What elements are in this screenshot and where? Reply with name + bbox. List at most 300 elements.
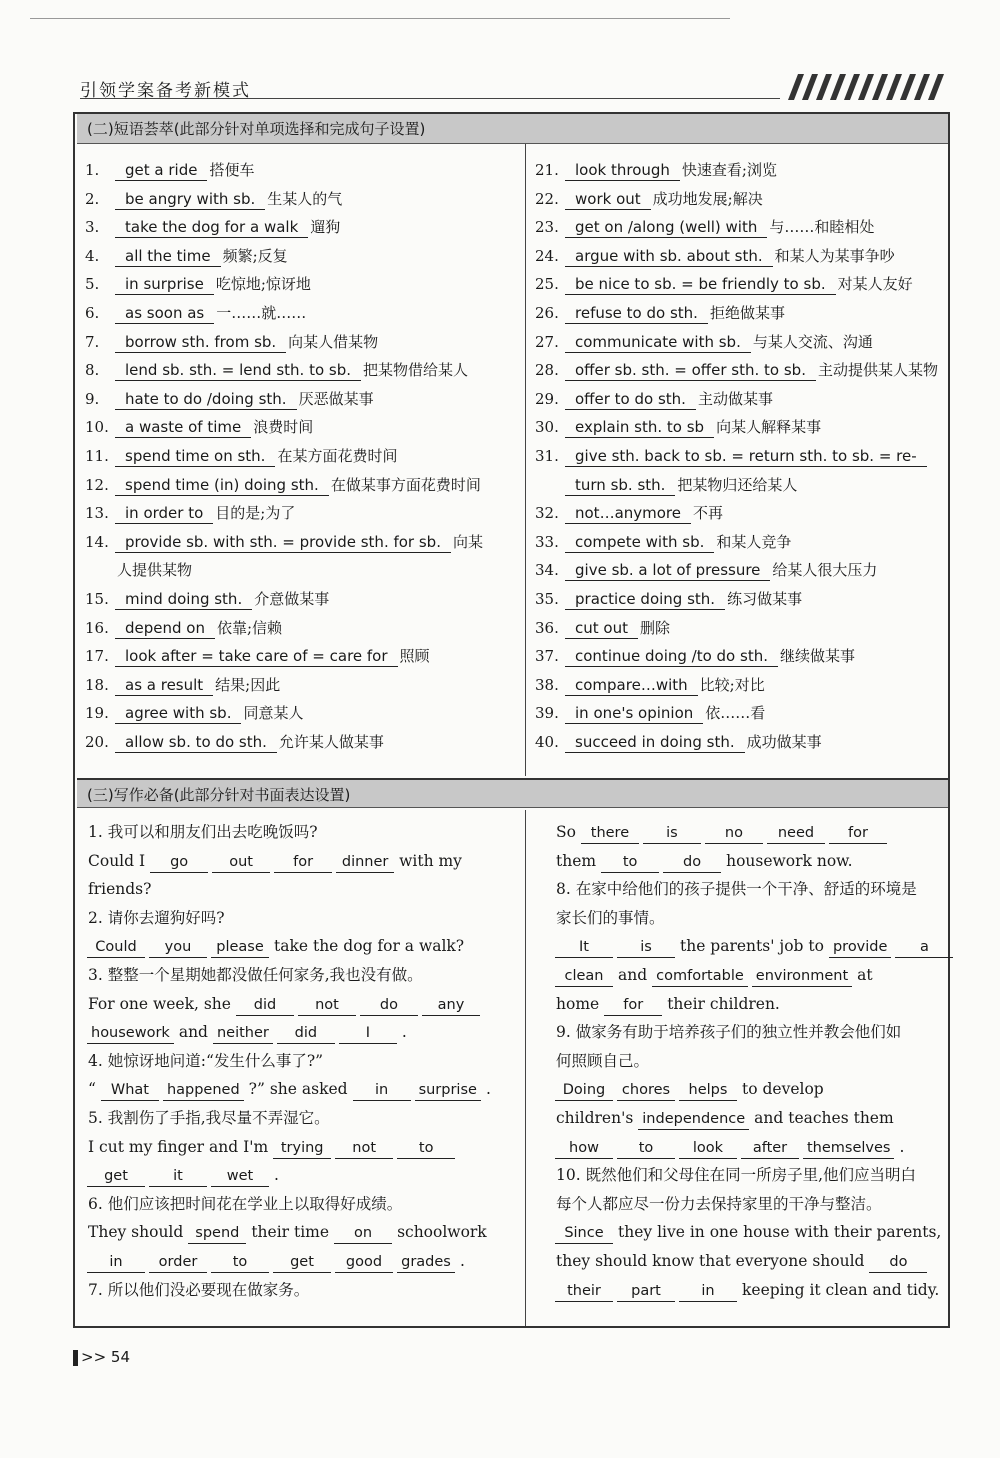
writing-line (85, 1133, 457, 1162)
writing-line (553, 1161, 919, 1190)
answer-blank: did (236, 995, 294, 1016)
answer-blank: Doing (555, 1080, 613, 1101)
sentence-text: housework now. (726, 851, 853, 870)
phrase-row (535, 413, 821, 441)
phrase-answer: argue with sb. about sth. (565, 246, 773, 267)
phrase-meaning: 频繁;反复 (222, 246, 288, 265)
sentence-text: friends? (88, 880, 152, 899)
phrase-row (85, 156, 254, 184)
phrase-number: 3. (85, 218, 100, 237)
phrase-row (535, 671, 765, 699)
page-footer (73, 1348, 130, 1366)
phrase-number: 25. (535, 275, 559, 294)
phrase-answer: explain sth. to sb (565, 417, 714, 438)
phrase-row (535, 185, 763, 213)
phrase-meaning: 依靠;信赖 (216, 618, 283, 637)
phrase-meaning: 和某人为某事争吵 (774, 246, 895, 265)
answer-blank: to (617, 1138, 675, 1159)
phrase-row (85, 728, 384, 756)
phrase-number: 6. (85, 304, 100, 322)
sentence-text: children's (556, 1109, 634, 1127)
phrase-row (535, 556, 877, 584)
phrase-answer: mind doing sth. (115, 589, 252, 610)
phrase-answer: cut out (565, 618, 638, 639)
phrase-row (85, 185, 342, 213)
writing-line (85, 1161, 282, 1190)
phrase-meaning: 允许某人做某事 (278, 733, 384, 751)
phrase-meaning: 给某人很大压力 (772, 561, 878, 580)
phrase-meaning: 和某人竞争 (716, 532, 792, 551)
phrase-answer: agree with sb. (115, 703, 241, 724)
phrase-meaning: 介意做某事 (254, 590, 330, 608)
answer-blank: Since (555, 1223, 613, 1244)
answer-blank: It (555, 937, 613, 958)
phrase-number: 23. (535, 218, 559, 237)
sentence-text: . (401, 1023, 407, 1042)
answer-blank: Could (87, 937, 145, 958)
sentence-text: . (274, 1166, 279, 1185)
sentence-text: to develop (742, 1080, 824, 1099)
sentence-text: So (556, 823, 576, 841)
phrase-meaning: 删除 (639, 618, 670, 637)
phrase-answer: as soon as (115, 303, 214, 324)
sentence-text: and (178, 1023, 208, 1042)
answer-blank: part (617, 1281, 675, 1302)
answer-blank: in (87, 1252, 145, 1273)
phrase-answer: offer to do sth. (565, 389, 696, 410)
sentence-text: “ (88, 1080, 96, 1099)
phrase-meaning: 与某人交流、沟通 (752, 332, 873, 351)
sentence-text: and teaches them (754, 1109, 894, 1127)
phrase-row (85, 614, 282, 642)
writing-line (553, 818, 889, 847)
phrase-row (535, 614, 670, 642)
answer-blank: housework (87, 1023, 174, 1044)
phrase-answer: work out (565, 189, 651, 210)
writing-line (85, 1190, 405, 1219)
answer-blank: did (277, 1023, 335, 1044)
phrase-meaning: 成功做某事 (746, 733, 822, 751)
writing-line (553, 1047, 652, 1076)
sentence-text: 5. 我割伤了手指,我尽量不弄湿它。 (88, 1109, 330, 1127)
phrase-number: 34. (535, 561, 559, 580)
phrase-meaning: 依……看 (705, 704, 766, 723)
phrase-number: 2. (85, 189, 100, 208)
answer-blank: get (87, 1166, 145, 1187)
answer-blank: a (895, 937, 953, 958)
phrase-row (85, 528, 483, 556)
phrase-row (85, 242, 288, 270)
answer-blank: do (663, 852, 721, 873)
phrase-meaning: 同意某人 (243, 704, 304, 723)
answer-blank: you (149, 937, 207, 958)
writing-line (553, 1104, 897, 1133)
phrase-meaning: 把某物借给某人 (363, 361, 469, 380)
answer-blank: trying (273, 1138, 331, 1159)
sentence-text: 8. 在家中给他们的孩子提供一个干净、舒适的环境是 (556, 880, 917, 899)
phrase-row (85, 499, 295, 527)
phrase-row (85, 671, 280, 699)
sentence-text: ?” she asked (248, 1080, 348, 1099)
phrase-meaning: 生某人的气 (267, 189, 343, 208)
writing-line (553, 1075, 827, 1104)
phrase-answer: spend time (in) doing sth. (115, 475, 329, 496)
phrase-answer: be angry with sb. (115, 189, 265, 210)
phrase-row (535, 442, 927, 470)
phrase-row (535, 242, 895, 270)
answer-blank: to (397, 1138, 455, 1159)
phrase-row (535, 642, 855, 670)
answer-blank: there (581, 823, 639, 844)
section3-title: (三)写作必备(此部分针对书面表达设置) (77, 778, 948, 808)
phrase-number: 39. (535, 704, 559, 723)
phrase-answer: take the dog for a walk (115, 217, 308, 238)
phrase-row (85, 270, 311, 298)
phrase-meaning: 在做某事方面花费时间 (330, 475, 481, 494)
phrase-number: 33. (535, 532, 559, 551)
phrase-answer: depend on (115, 618, 215, 639)
phrase-meaning: 练习做某事 (727, 590, 803, 608)
sentence-text: with my (399, 851, 462, 870)
sentence-text: 家长们的事情。 (556, 908, 665, 927)
phrase-number: 13. (85, 504, 109, 523)
answer-blank: not (335, 1138, 393, 1159)
phrase-answer: spend time on sth. (115, 446, 275, 467)
writing-line (85, 1247, 468, 1276)
phrase-row (535, 728, 822, 756)
phrase-meaning: 主动提供某人某物 (817, 361, 938, 380)
sentence-text: I cut my finger and I'm (88, 1137, 269, 1156)
phrase-answer: look after = take care of = care for (115, 646, 398, 667)
phrase-meaning: 一……就…… (216, 304, 307, 322)
writing-line (85, 1075, 494, 1104)
sentence-text: 每个人都应尽一份力去保持家里的干净与整洁。 (556, 1194, 882, 1213)
phrase-answer: hate to do /doing sth. (115, 389, 297, 410)
writing-line (85, 818, 321, 847)
phrase-number: 30. (535, 418, 559, 437)
phrase-answer: succeed in doing sth. (565, 732, 745, 753)
answer-blank: no (705, 823, 763, 844)
writing-line (85, 961, 426, 990)
answer-blank: do (869, 1252, 927, 1273)
answer-blank: any (422, 995, 480, 1016)
answer-blank: out (212, 852, 270, 873)
phrase-answer: get on /along (well) with (565, 217, 767, 238)
phrase-meaning: 浪费时间 (253, 418, 314, 437)
section2-divider (525, 144, 526, 776)
section3-divider (525, 810, 526, 1326)
phrase-row (85, 413, 313, 441)
answer-blank: for (829, 823, 887, 844)
phrase-answer: lend sb. sth. = lend sth. to sb. (115, 360, 361, 381)
phrase-answer: borrow sth. from sb. (115, 332, 286, 353)
sentence-text: 何照顾自己。 (556, 1051, 650, 1070)
phrase-meaning: 照顾 (399, 647, 430, 666)
phrase-answer: communicate with sb. (565, 332, 751, 353)
answer-blank: environment (752, 966, 852, 987)
writing-line (85, 875, 154, 904)
phrase-meaning: 吃惊地;惊讶地 (215, 275, 311, 294)
sentence-text: their time (251, 1223, 330, 1242)
answer-blank: how (555, 1138, 613, 1159)
phrase-number: 20. (85, 733, 109, 751)
phrase-row (85, 556, 192, 584)
phrase-meaning: 厌恶做某事 (298, 389, 374, 408)
phrase-row (85, 699, 304, 727)
phrase-answer: as a result (115, 675, 213, 696)
answer-blank: after (741, 1138, 799, 1159)
phrase-number: 32. (535, 504, 559, 523)
writing-line (85, 1104, 333, 1133)
phrase-number: 12. (85, 475, 109, 494)
phrase-meaning: 拒绝做某事 (709, 304, 785, 322)
sentence-text: and (618, 966, 648, 984)
sentence-text: 6. 他们应该把时间花在学业上以取得好成绩。 (88, 1194, 403, 1213)
sentence-text: them (556, 851, 597, 870)
sentence-text: 4. 她惊讶地问道:“发生什么事了?” (88, 1051, 324, 1070)
writing-line (553, 1018, 904, 1047)
phrase-answer: provide sb. with sth. = provide sth. for sb. (115, 532, 451, 553)
phrase-meaning: 快速查看;浏览 (681, 161, 777, 179)
phrase-row (535, 156, 777, 184)
phrase-row (85, 442, 397, 470)
writing-line (553, 932, 955, 961)
phrase-row (85, 585, 329, 613)
sentence-text: take the dog for a walk? (274, 937, 465, 956)
answer-blank: do (360, 995, 418, 1016)
phrase-row (535, 213, 874, 241)
answer-blank: wet (211, 1166, 269, 1187)
answer-blank: grades (397, 1252, 455, 1273)
phrase-number: 37. (535, 647, 559, 666)
phrase-row (535, 356, 938, 384)
phrase-row (535, 299, 785, 327)
phrase-number: 5. (85, 275, 100, 294)
phrase-number: 35. (535, 590, 559, 608)
writing-line (553, 1247, 929, 1276)
phrase-number: 11. (85, 447, 109, 465)
phrase-answer: get a ride (115, 160, 207, 181)
answer-blank: comfortable (652, 966, 748, 987)
phrase-row (85, 642, 430, 670)
phrase-number: 14. (85, 532, 109, 551)
phrase-row (535, 699, 765, 727)
phrase-meaning: 对某人友好 (837, 275, 913, 294)
sentence-text: . (460, 1252, 465, 1270)
answer-blank: need (767, 823, 825, 844)
phrase-number: 18. (85, 675, 109, 694)
section2-title: (二)短语荟萃(此部分针对单项选择和完成句子设置) (77, 114, 948, 144)
phrase-meaning: 遛狗 (310, 218, 341, 237)
writing-line (85, 847, 465, 876)
phrase-row (85, 471, 481, 499)
writing-line (553, 1190, 885, 1219)
phrase-row (85, 385, 374, 413)
phrase-meaning: 主动做某事 (697, 389, 773, 408)
phrase-meaning: 结果;因此 (215, 675, 281, 694)
phrase-row (535, 499, 723, 527)
phrase-number: 28. (535, 361, 559, 380)
phrase-answer: practice doing sth. (565, 589, 725, 610)
phrase-number: 22. (535, 189, 559, 208)
phrase-row (535, 471, 797, 499)
phrase-meaning: 成功地发展;解决 (652, 189, 763, 208)
answer-blank: themselves (803, 1138, 894, 1159)
page-number: >> 54 (81, 1348, 130, 1366)
sentence-text: keeping it clean and tidy. (742, 1280, 940, 1299)
answer-blank: independence (638, 1109, 749, 1130)
sentence-text: 1. 我可以和朋友们出去吃晚饭吗? (88, 823, 318, 841)
answer-blank: go (150, 852, 208, 873)
writing-line (85, 1218, 490, 1247)
phrase-answer: a waste of time (115, 417, 251, 438)
phrase-number: 21. (535, 161, 559, 179)
writing-line (85, 932, 467, 961)
phrase-meaning: 人提供某物 (117, 561, 193, 580)
phrase-meaning: 在某方面花费时间 (277, 447, 398, 465)
phrase-meaning: 继续做某事 (779, 647, 855, 666)
sentence-text: They should (88, 1223, 184, 1242)
answer-blank: surprise (415, 1080, 481, 1101)
phrase-answer: look through (565, 160, 680, 181)
phrase-number: 8. (85, 361, 100, 380)
writing-line (553, 1276, 942, 1305)
phrase-number: 29. (535, 389, 559, 408)
answer-blank: good (335, 1252, 393, 1273)
phrase-answer: allow sb. to do sth. (115, 732, 277, 753)
phrase-row (535, 528, 791, 556)
phrase-meaning: 把某物归还给某人 (677, 475, 798, 494)
answer-blank: to (601, 852, 659, 873)
content-table (73, 112, 950, 1328)
answer-blank: in (353, 1080, 411, 1101)
sentence-text: Could I (88, 851, 146, 870)
sentence-text: their children. (667, 994, 780, 1013)
answer-blank: it (149, 1166, 207, 1187)
footer-mark (73, 1350, 78, 1366)
answer-blank: spend (188, 1223, 246, 1244)
phrase-number: 19. (85, 704, 109, 723)
phrase-meaning: 比较;对比 (699, 675, 765, 694)
top-rule (30, 18, 730, 19)
sentence-text: . (485, 1080, 491, 1099)
phrase-number: 9. (85, 389, 100, 408)
phrase-number: 15. (85, 590, 109, 608)
phrase-number: 27. (535, 332, 559, 351)
answer-blank: in (679, 1281, 737, 1302)
writing-line (553, 990, 783, 1019)
sentence-text: schoolwork (397, 1223, 487, 1242)
phrase-row (85, 328, 378, 356)
phrase-row (85, 299, 306, 327)
phrase-number: 7. (85, 332, 100, 351)
phrase-meaning: 搭便车 (209, 161, 255, 179)
phrase-number: 40. (535, 733, 559, 751)
sentence-text: 3. 整整一个星期她都没做任何家务,我也没有做。 (88, 966, 423, 984)
phrase-answer: in order to (115, 503, 213, 524)
phrase-answer: offer sb. sth. = offer sth. to sb. (565, 360, 816, 381)
phrase-answer: in one's opinion (565, 703, 703, 724)
answer-blank: is (617, 937, 675, 958)
answer-blank: not (298, 995, 356, 1016)
phrase-row (85, 356, 468, 384)
sentence-text: For one week, she (88, 994, 231, 1013)
writing-line (85, 1047, 326, 1076)
sentence-text: 9. 做家务有助于培养孩子们的独立性并教会他们如 (556, 1023, 902, 1042)
phrase-answer: in surprise (115, 274, 214, 295)
phrase-answer: refuse to do sth. (565, 303, 708, 324)
answer-blank: chores (617, 1080, 675, 1101)
phrase-answer: compete with sb. (565, 532, 714, 553)
writing-line (85, 990, 482, 1019)
writing-line (85, 1018, 410, 1047)
writing-line (553, 875, 920, 904)
phrase-meaning: 不再 (693, 504, 724, 523)
sentence-text: . (899, 1137, 905, 1156)
phrase-row (85, 213, 340, 241)
phrase-answer: turn sb. sth. (565, 475, 675, 496)
header-title: 引领学案备考新模式 (80, 81, 251, 101)
answer-blank: happened (163, 1080, 244, 1101)
phrase-number: 31. (535, 447, 559, 465)
sentence-text: home (556, 994, 600, 1013)
sentence-text: 10. 既然他们和父母住在同一所房子里,他们应当明白 (556, 1166, 917, 1185)
header-stripes-decoration (788, 74, 950, 100)
sentence-text: 2. 请你去遛狗好吗? (88, 908, 225, 927)
phrase-number: 16. (85, 618, 109, 637)
phrase-number: 38. (535, 675, 559, 694)
answer-blank: What (101, 1080, 159, 1101)
phrase-answer: all the time (115, 246, 221, 267)
phrase-answer: compare…with (565, 675, 698, 696)
phrase-meaning: 向某人解释某事 (716, 418, 822, 437)
phrase-meaning: 与……和睦相处 (769, 218, 875, 237)
answer-blank: I (339, 1023, 397, 1044)
phrase-number: 17. (85, 647, 109, 666)
writing-line (553, 847, 856, 876)
phrase-answer: continue doing /to do sth. (565, 646, 778, 667)
writing-line (553, 1218, 944, 1247)
phrase-answer: give sth. back to sb. = return sth. to sb. = re- (565, 446, 927, 467)
phrase-answer: be nice to sb. = be friendly to sb. (565, 274, 836, 295)
writing-line (85, 904, 228, 933)
answer-blank: get (273, 1252, 331, 1273)
answer-blank: their (555, 1281, 613, 1302)
phrase-number: 10. (85, 418, 109, 437)
writing-line (553, 1133, 907, 1162)
phrase-row (535, 585, 802, 613)
answer-blank: dinner (336, 852, 394, 873)
answer-blank: order (149, 1252, 207, 1273)
sentence-text: they live in one house with their parents, (618, 1223, 942, 1242)
answer-blank: look (679, 1138, 737, 1159)
header-rule (80, 98, 780, 99)
answer-blank: for (604, 995, 662, 1016)
answer-blank: to (211, 1252, 269, 1273)
phrase-number: 4. (85, 246, 100, 265)
phrase-number: 24. (535, 246, 559, 265)
phrase-row (535, 385, 773, 413)
phrase-number: 26. (535, 304, 559, 322)
answer-blank: for (274, 852, 332, 873)
phrase-answer: give sb. a lot of pressure (565, 560, 770, 581)
answer-blank: neither (213, 1023, 273, 1044)
writing-line (553, 904, 668, 933)
sentence-text: 7. 所以他们没必要现在做家务。 (88, 1280, 310, 1299)
answer-blank: helps (679, 1080, 737, 1101)
phrase-number: 36. (535, 618, 559, 637)
answer-blank: is (643, 823, 701, 844)
